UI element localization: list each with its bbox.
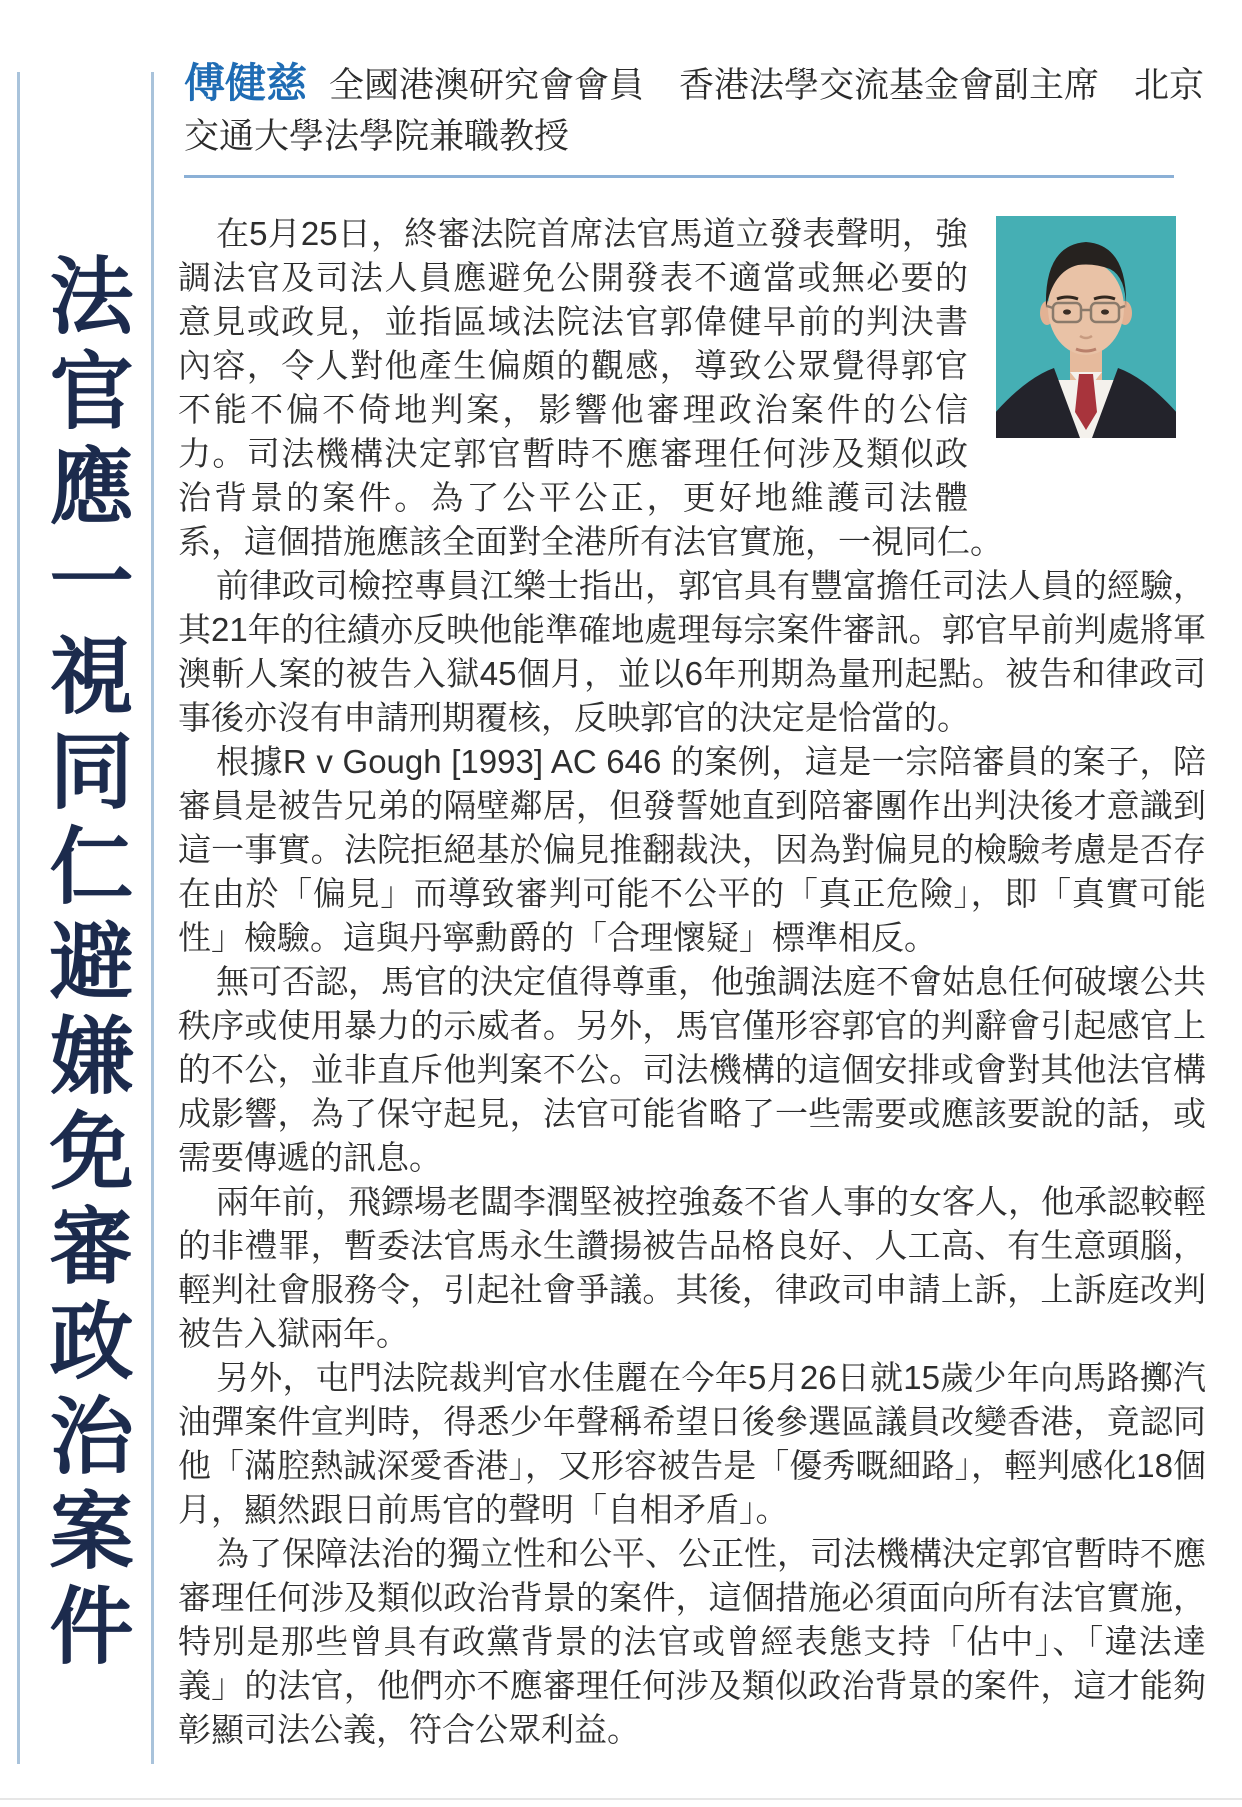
paragraph-2: 前律政司檢控專員江樂士指出，郭官具有豐富擔任司法人員的經驗，其21年的往績亦反映他能準確地處理每宗案件審訊。郭官早前判處將軍澳斬人案的被告入獄45個月，並以6年刑期為量刑起點。被告和律政司事後亦沒有申請刑期覆核，反映郭官的決定是恰當的。	[178, 567, 1206, 736]
article-column	[178, 58, 1206, 1752]
bottom-border-line	[0, 1798, 1242, 1800]
author-photo	[996, 216, 1176, 438]
left-border-line	[17, 72, 20, 1764]
paragraph-5: 兩年前，飛鏢場老闆李潤堅被控強姦不省人事的女客人，他承認較輕的非禮罪，暫委法官馬永生讚揚被告品格良好、人工高、有生意頭腦，輕判社會服務令，引起社會爭議。其後，律政司申請上訴，上訴庭改判被告入獄兩年。	[178, 1183, 1206, 1352]
paragraph-7: 為了保障法治的獨立性和公平、公正性，司法機構決定郭官暫時不應審理任何涉及類似政治背景的案件，這個措施必須面向所有法官實施，特別是那些曾具有政黨背景的法官或曾經表態支持「佔中」、「違法達義」的法官，他們亦不應審理任何涉及類似政治背景的案件，這才能夠彰顯司法公義，符合公眾利益。	[178, 1535, 1206, 1748]
author-titles: 全國港澳研究會會員 香港法學交流基金會副主席 北京交通大學法學院兼職教授	[184, 66, 1205, 156]
vertical-headline: 法官應一視同仁避嫌免審政治案件	[38, 252, 132, 1677]
byline-rule	[184, 175, 1174, 178]
paragraph-1: 在5月25日，終審法院首席法官馬道立發表聲明，強調法官及司法人員應避免公開發表不適當或無必要的意見或政見，並指區域法院法官郭偉健早前的判決書內容，令人對他產生偏頗的觀感，導致公眾覺得郭官不能不偏不倚地判案，影響他審理政治案件的公信力。司法機構決定郭官暫時不應審理任何涉及類似政治背景的案件。為了公平公正，更好地維護司法體系，這個措施應該全面對全港所有法官實施，一視同仁。	[178, 215, 1003, 560]
byline	[178, 58, 1206, 162]
paragraph-3: 根據R v Gough [1993] AC 646 的案例，這是一宗陪審員的案子，陪審員是被告兄弟的隔壁鄰居，但發誓她直到陪審團作出判決後才意識到這一事實。法院拒絕基於偏見推翻裁決，因為對偏見的檢驗考慮是否存在由於「偏見」而導致審判可能不公平的「真正危險」，即「真實可能性」檢驗。這與丹寧勳爵的「合理懷疑」標準相反。	[178, 743, 1206, 956]
article-body	[178, 212, 1206, 1752]
author-photo-graphic	[996, 216, 1176, 438]
paragraph-6: 另外，屯門法院裁判官水佳麗在今年5月26日就15歲少年向馬路擲汽油彈案件宣判時，得悉少年聲稱希望日後參選區議員改變香港，竟認同他「滿腔熱誠深愛香港」，又形容被告是「優秀嘅細路」，輕判感化18個月，顯然跟日前馬官的聲明「自相矛盾」。	[178, 1359, 1206, 1528]
paragraph-4: 無可否認，馬官的決定值得尊重，他強調法庭不會姑息任何破壞公共秩序或使用暴力的示威者。另外，馬官僅形容郭官的判辭會引起感官上的不公，並非直斥他判案不公。司法機構的這個安排或會對其他法官構成影響，為了保守起見，法官可能省略了一些需要或應該要說的話，或需要傳遞的訊息。	[178, 963, 1206, 1176]
headline-divider-line	[151, 72, 154, 1764]
author-name: 傅健慈	[184, 60, 307, 106]
